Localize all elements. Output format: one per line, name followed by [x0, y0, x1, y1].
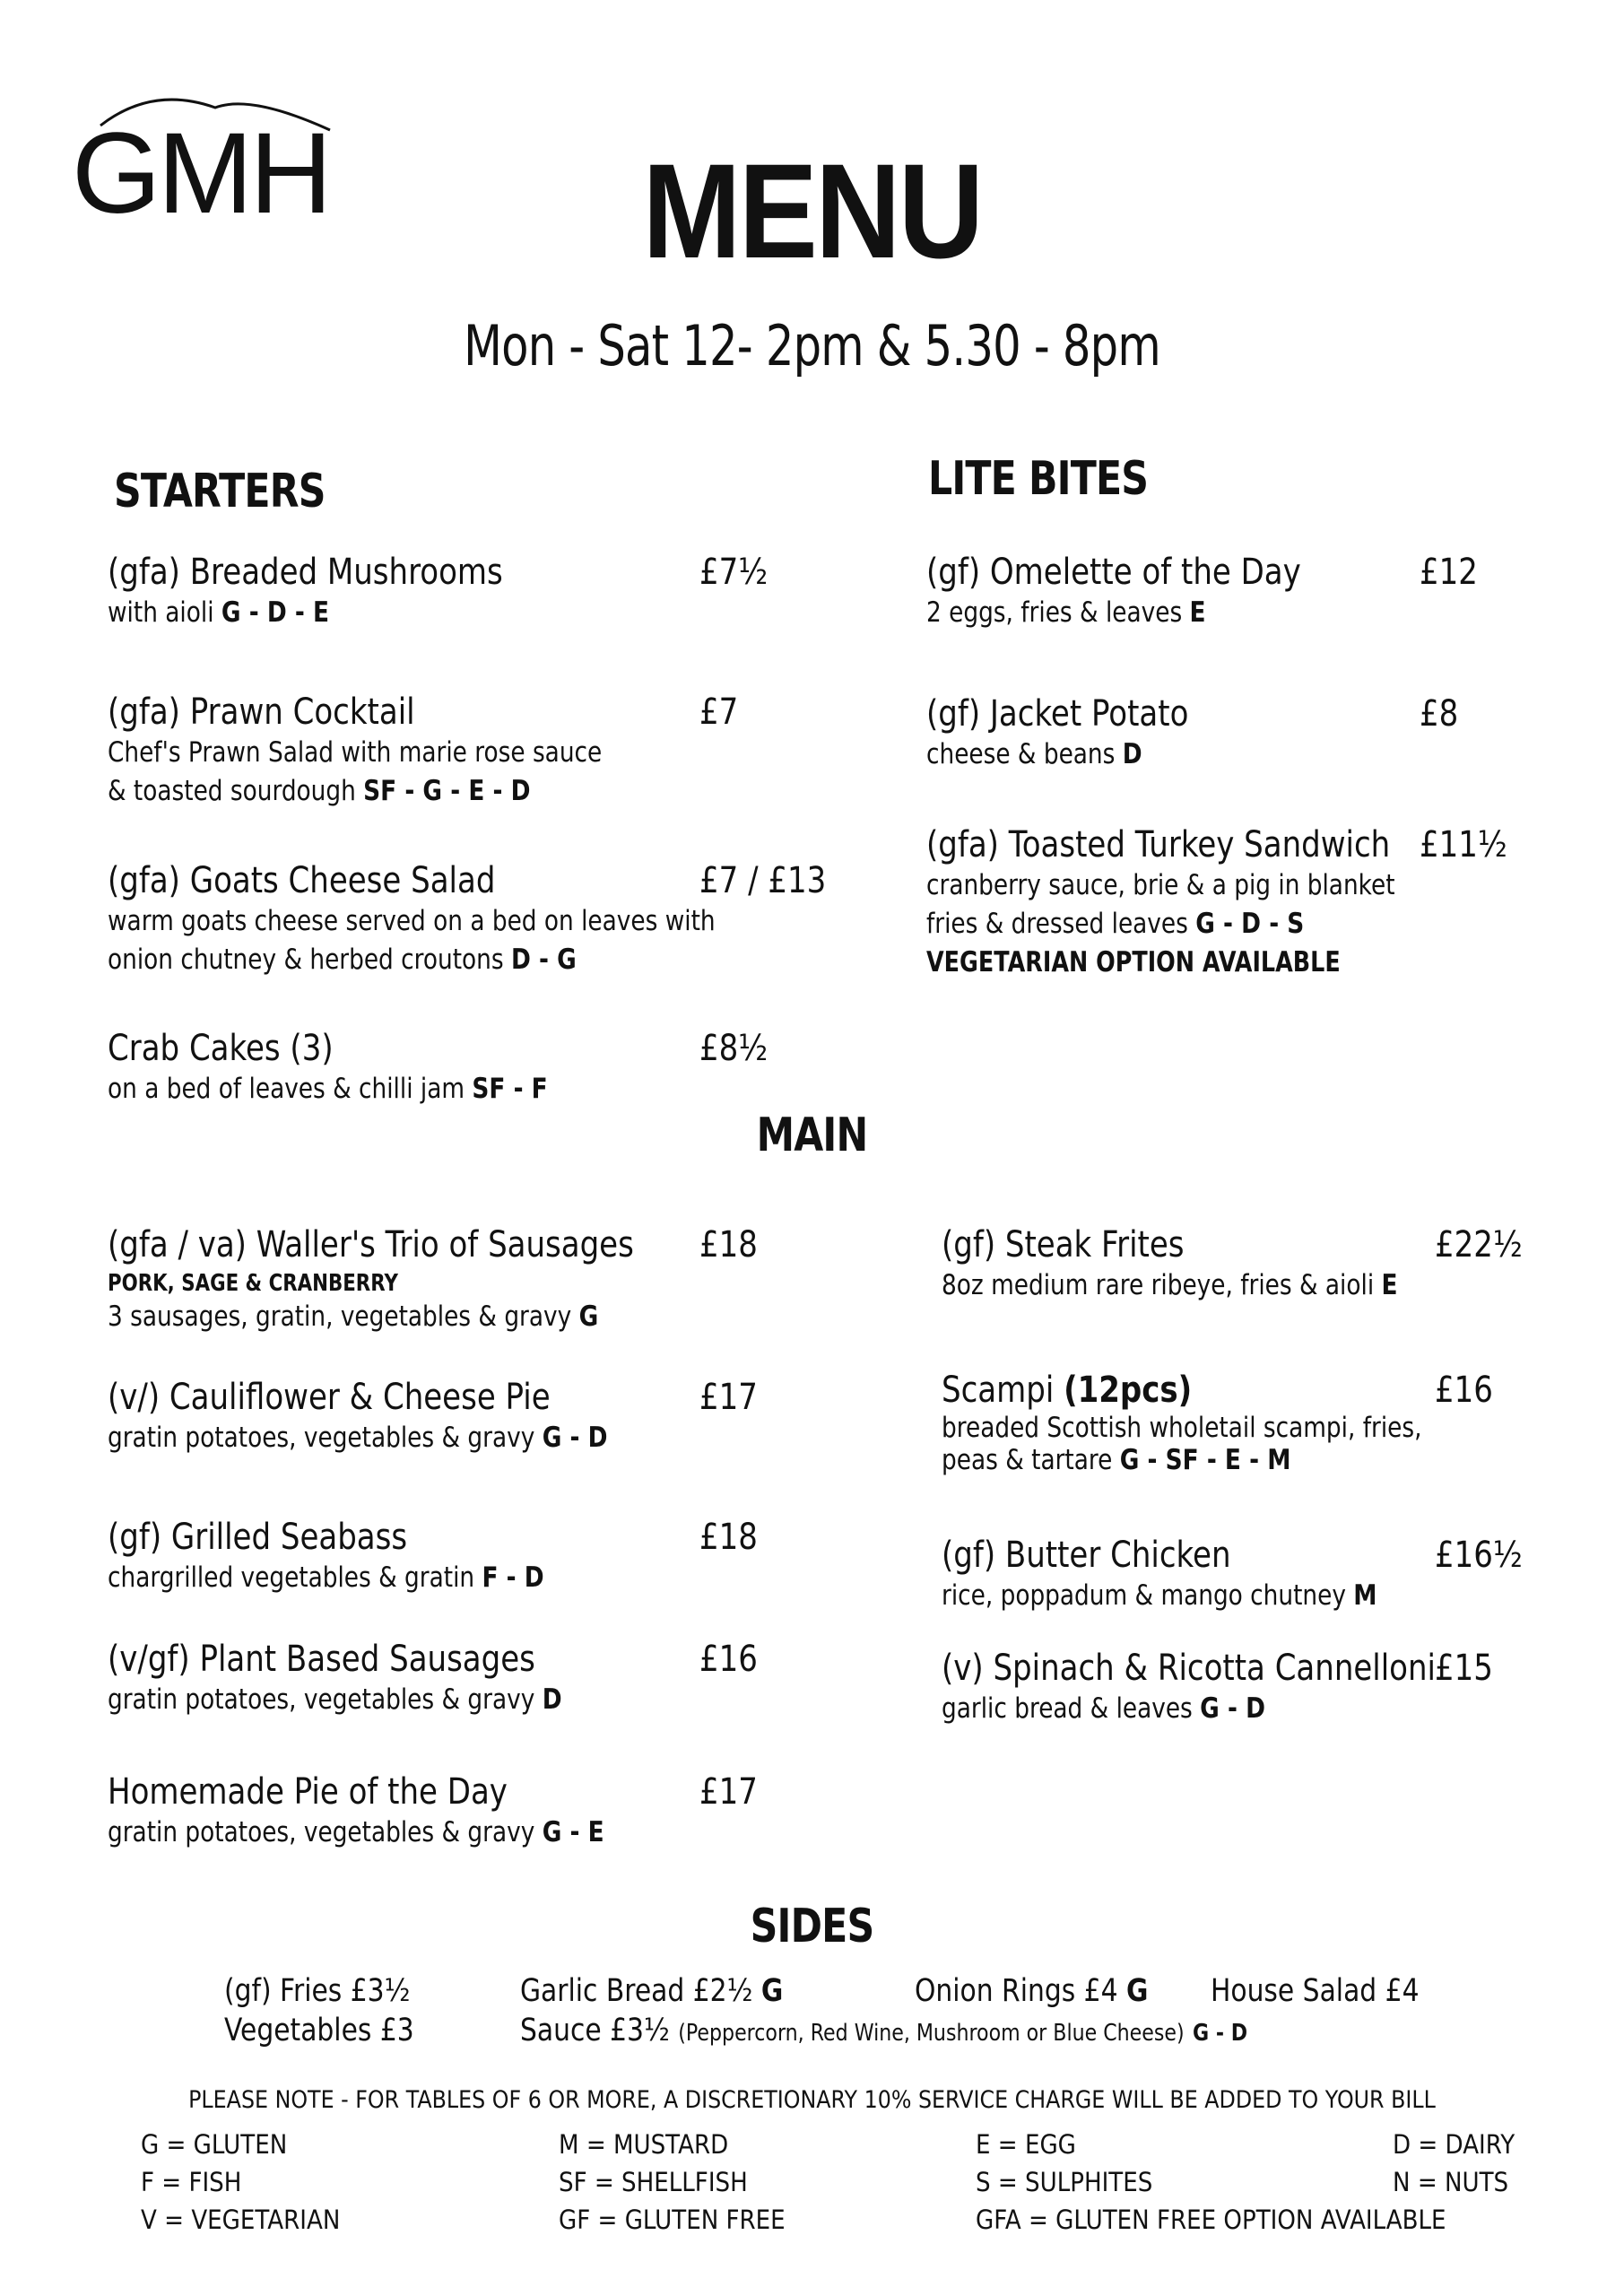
allergens: F - D — [482, 1561, 544, 1594]
allergen-key-item: SF = SHELLFISH — [559, 2167, 748, 2197]
side-item: Sauce £3½ (Peppercorn, Red Wine, Mushroom or Blue Cheese) G - D — [520, 2013, 1248, 2048]
main-heading: MAIN — [756, 1109, 868, 1162]
allergen-key-item: GF = GLUTEN FREE — [559, 2205, 786, 2235]
menu-title: MENU — [642, 135, 982, 286]
item-price: £8 — [1420, 693, 1459, 735]
item-name: (gfa) Prawn Cocktail — [108, 691, 415, 733]
allergens: M — [1353, 1579, 1377, 1612]
allergens: SF - F — [472, 1073, 548, 1105]
side-item: Garlic Bread £2½ G — [520, 1973, 784, 2009]
lite-bite-item — [926, 551, 1624, 632]
item-description: & toasted sourdough SF - G - E - D — [108, 775, 531, 807]
item-description: fries & dressed leaves G - D - S — [926, 908, 1305, 940]
allergens: SF - G - E - D — [363, 775, 531, 807]
main-item — [108, 1770, 825, 1852]
main-item — [942, 1647, 1624, 1728]
item-name: (gfa) Breaded Mushrooms — [108, 552, 503, 593]
allergen-key-item: G = GLUTEN — [141, 2129, 288, 2160]
lite-bite-item — [926, 823, 1624, 982]
item-price: £15 — [1435, 1648, 1493, 1689]
item-name: (gf) Steak Frites — [942, 1224, 1185, 1265]
item-description: gratin potatoes, vegetables & gravy G - D — [108, 1422, 608, 1454]
side-item: Onion Rings £4 G — [915, 1973, 1149, 2009]
item-description: cranberry sauce, brie & a pig in blanket — [926, 869, 1395, 901]
item-name: (gfa) Goats Cheese Salad — [108, 860, 496, 901]
item-price: £7½ — [699, 552, 769, 593]
allergens: G - E — [542, 1816, 604, 1848]
item-description: 2 eggs, fries & leaves E — [926, 596, 1206, 629]
allergen-key-col — [141, 2126, 362, 2239]
starter-item — [108, 1027, 825, 1109]
item-description: on a bed of leaves & chilli jam SF - F — [108, 1073, 548, 1105]
allergen-key-item: F = FISH — [141, 2167, 242, 2197]
allergen-key-item: S = SULPHITES — [976, 2167, 1153, 2197]
item-description: with aioli G - D - E — [108, 596, 329, 629]
item-price: £7 — [699, 691, 739, 733]
item-name: (gf) Jacket Potato — [926, 693, 1189, 735]
item-price: £8½ — [699, 1028, 769, 1069]
allergens: G - D - E — [221, 596, 329, 629]
vegetarian-option-note: VEGETARIAN OPTION AVAILABLE — [926, 946, 1341, 978]
allergen-key-item: D = DAIRY — [1393, 2129, 1515, 2160]
item-price: £16 — [1435, 1370, 1493, 1411]
lite-bite-item — [926, 692, 1624, 774]
sides-heading: SIDES — [750, 1900, 874, 1953]
starter-item — [108, 691, 825, 811]
item-price: £22½ — [1435, 1224, 1523, 1265]
opening-hours: Mon - Sat 12- 2pm & 5.30 - 8pm — [464, 313, 1160, 378]
item-description: chargrilled vegetables & gratin F - D — [108, 1561, 544, 1594]
item-description: peas & tartare G - SF - E - M — [942, 1444, 1291, 1476]
allergen-key-col — [559, 2126, 811, 2239]
item-name: (gfa) Toasted Turkey Sandwich — [926, 824, 1391, 865]
item-description: 3 sausages, gratin, vegetables & gravy G — [108, 1300, 599, 1333]
allergen-key-item: M = MUSTARD — [559, 2129, 729, 2160]
allergens: G — [1126, 1973, 1149, 2009]
main-item — [942, 1223, 1624, 1305]
starter-item — [108, 859, 825, 979]
item-name: Homemade Pie of the Day — [108, 1771, 508, 1813]
item-price: £16 — [699, 1639, 758, 1680]
main-item — [108, 1638, 825, 1719]
item-description: warm goats cheese served on a bed on leaves with — [108, 905, 716, 937]
item-price: £12 — [1420, 552, 1478, 593]
allergen-key-item: V = VEGETARIAN — [141, 2205, 341, 2235]
allergen-key-item: E = EGG — [976, 2129, 1076, 2160]
allergen-key-item: GFA = GLUTEN FREE OPTION AVAILABLE — [976, 2205, 1446, 2235]
allergens: G — [760, 1973, 784, 2009]
starters-heading: STARTERS — [114, 465, 326, 518]
allergens: G - D — [1200, 1692, 1265, 1725]
allergens: D — [542, 1683, 562, 1716]
item-description: Chef's Prawn Salad with marie rose sauce — [108, 736, 603, 769]
item-name: (gfa / va) Waller's Trio of Sausages — [108, 1224, 634, 1265]
lite-bites-heading: LITE BITES — [928, 452, 1149, 506]
item-name: (gf) Grilled Seabass — [108, 1517, 408, 1558]
main-item — [942, 1534, 1624, 1615]
main-item — [108, 1376, 825, 1457]
logo-text: GMH — [72, 109, 329, 238]
item-name: (gf) Butter Chicken — [942, 1535, 1231, 1576]
item-price: £11½ — [1420, 824, 1507, 865]
item-name: (v) Spinach & Ricotta Cannelloni — [942, 1648, 1436, 1689]
service-charge-notice: PLEASE NOTE - FOR TABLES OF 6 OR MORE, A DISCRETIONARY 10% SERVICE CHARGE WILL BE ADDED TO YOUR BILL — [188, 2086, 1436, 2114]
item-price: £18 — [699, 1224, 758, 1265]
sauce-options: (Peppercorn, Red Wine, Mushroom or Blue Cheese) — [678, 2020, 1185, 2047]
item-description: gratin potatoes, vegetables & gravy D — [108, 1683, 562, 1716]
starter-item — [108, 551, 825, 632]
item-name: Crab Cakes (3) — [108, 1028, 334, 1069]
item-description: onion chutney & herbed croutons D - G — [108, 944, 577, 976]
allergens: E — [1381, 1269, 1398, 1301]
item-name: (gf) Omelette of the Day — [926, 552, 1301, 593]
allergens: G - SF - E - M — [1119, 1444, 1291, 1476]
side-item: (gf) Fries £3½ — [224, 1973, 411, 2009]
item-price: £18 — [699, 1517, 758, 1558]
item-price: £7 / £13 — [699, 860, 827, 901]
side-item: House Salad £4 — [1211, 1973, 1420, 2009]
allergens: G - D — [1193, 2020, 1248, 2047]
item-description: 8oz medium rare ribeye, fries & aioli E — [942, 1269, 1398, 1301]
allergens: D — [1122, 738, 1142, 770]
item-subtitle: PORK, SAGE & CRANBERRY — [108, 1270, 398, 1297]
side-item: Vegetables £3 — [224, 2013, 414, 2048]
item-price: £16½ — [1435, 1535, 1523, 1576]
main-item — [108, 1223, 825, 1333]
item-name: (v/gf) Plant Based Sausages — [108, 1639, 535, 1680]
item-description: garlic bread & leaves G - D — [942, 1692, 1265, 1725]
allergen-key-col — [1393, 2126, 1528, 2201]
allergens: G - D — [542, 1422, 608, 1454]
item-description: cheese & beans D — [926, 738, 1142, 770]
item-description: gratin potatoes, vegetables & gravy G - E — [108, 1816, 604, 1848]
item-description: breaded Scottish wholetail scampi, fries, — [942, 1412, 1422, 1444]
main-item — [942, 1369, 1624, 1476]
main-item — [108, 1516, 825, 1597]
allergens: G — [578, 1300, 599, 1333]
allergens: G - D - S — [1195, 908, 1305, 940]
item-price: £17 — [699, 1771, 758, 1813]
allergen-key-item: N = NUTS — [1393, 2167, 1509, 2197]
allergens: E — [1189, 596, 1206, 629]
item-price: £17 — [699, 1377, 758, 1418]
item-name: Scampi (12pcs) — [942, 1370, 1193, 1411]
allergens: D - G — [510, 944, 577, 976]
item-name: (v/) Cauliflower & Cheese Pie — [108, 1377, 551, 1418]
item-description: rice, poppadum & mango chutney M — [942, 1579, 1377, 1612]
